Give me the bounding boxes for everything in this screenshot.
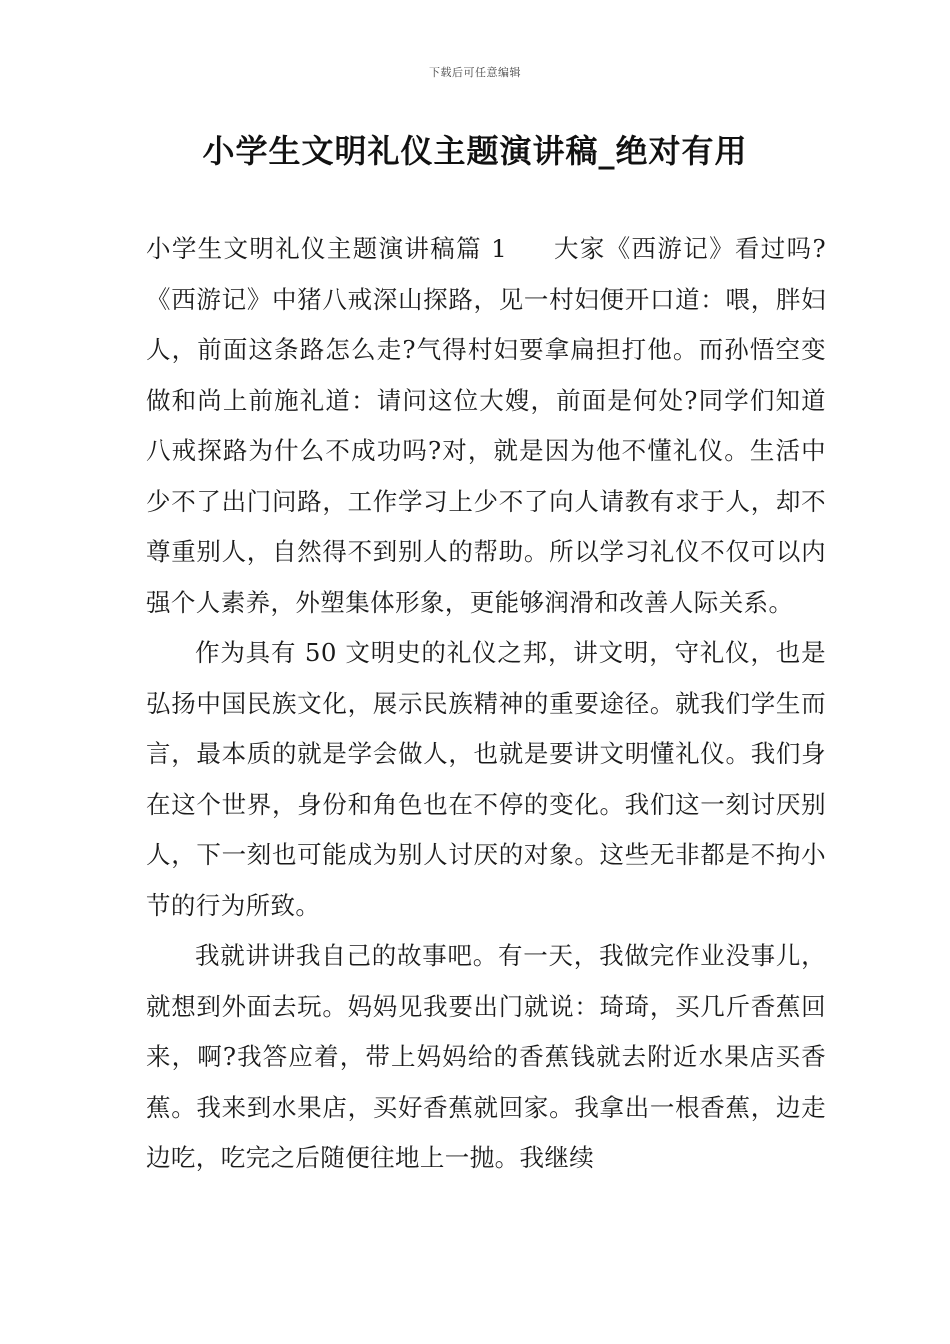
paragraph-lead: 小学生文明礼仪主题演讲稿篇 1 [146,234,508,263]
paragraph-text: 大家《西游记》看过吗?《西游记》中猪八戒深山探路，见一村妇便开口道：喂，胖妇人，前面这条路怎么走?气得村妇要拿扁担打他。而孙悟空变做和尚上前施礼道：请问这位大嫂，前面是何处?同学们知道八戒探路为什么不成功吗?对，就是因为他不懂礼仪。生活中少不了出门问路，工作学习上少不了向人请教有求于人，却不尊重别人，自然得不到别人的帮助。所以学习礼仪不仅可以内强个人素养，外塑集体形象，更能够润滑和改善人际关系。 [146,234,826,617]
paragraph-3: 我就讲讲我自己的故事吧。有一天，我做完作业没事儿，就想到外面去玩。妈妈见我要出门就说：琦琦，买几斤香蕉回来，啊?我答应着，带上妈妈给的香蕉钱就去附近水果店买香蕉。我来到水果店，买好香蕉就回家。我拿出一根香蕉，边走边吃，吃完之后随便往地上一抛。我继续 [146,941,826,1172]
document-body [146,224,826,1184]
header-note: 下载后可任意编辑 [429,66,521,79]
document-title: 小学生文明礼仪主题演讲稿_绝对有用 [202,132,748,170]
paragraph-2: 作为具有 50 文明史的礼仪之邦，讲文明，守礼仪，也是弘扬中国民族文化，展示民族精神的重要途径。就我们学生而言，最本质的就是学会做人，也就是要讲文明懂礼仪。我们身在这个世界，身份和角色也在不停的变化。我们这一刻讨厌别人，下一刻也可能成为别人讨厌的对象。这些无非都是不拘小节的行为所致。 [146,638,826,920]
paragraph-1 [146,224,826,628]
